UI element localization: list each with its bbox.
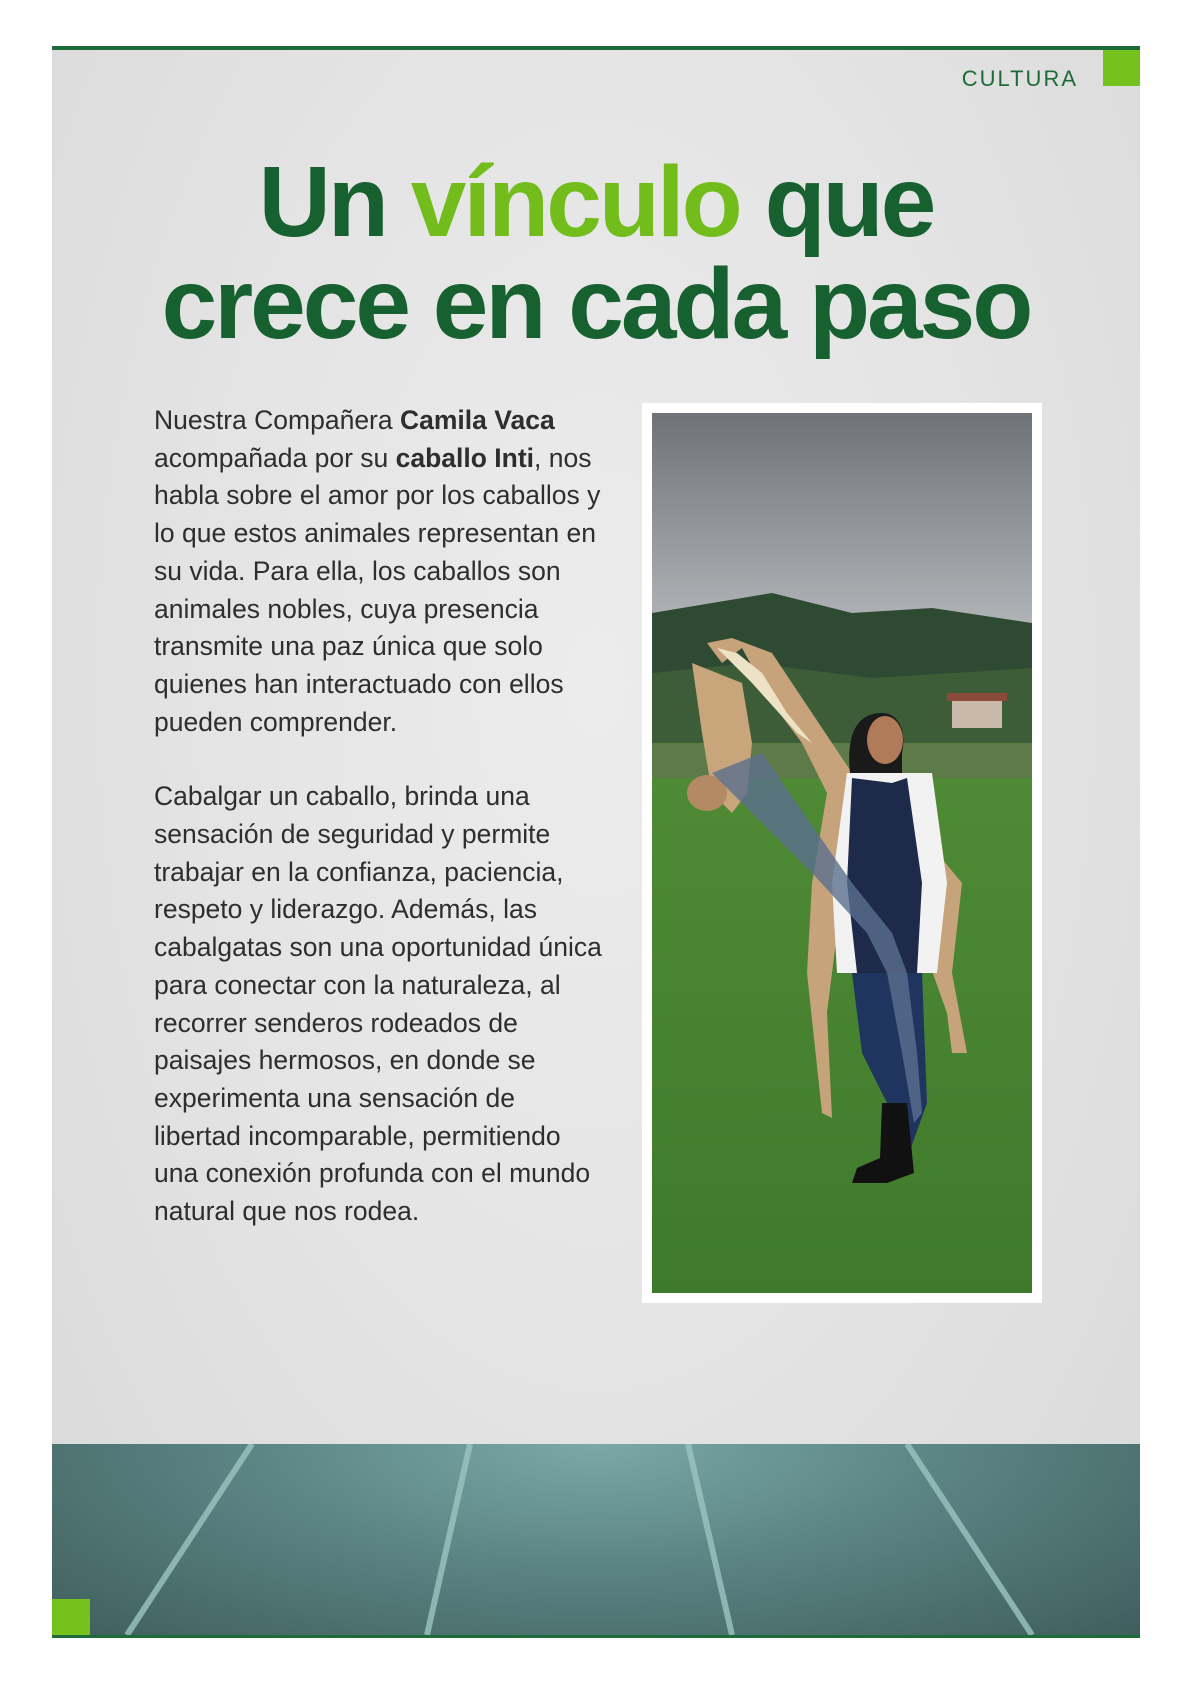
paragraph-2: Cabalgar un caballo, brinda una sensación de seguridad y permite trabajar en la confianza, paciencia, respeto y liderazgo. Además, las cabalgatas son una oportunidad única para conectar con la naturaleza, al recorrer senderos rodeados de paisajes hermosos, en donde se experimenta una sensación de libertad incomparable, permitiendo una conexión profunda con el mundo natural que nos rodea. — [154, 781, 602, 1227]
section-label: CULTURA — [961, 66, 1078, 91]
photo-frame — [642, 403, 1042, 1303]
p1-text-1: Nuestra Compañera — [154, 405, 400, 435]
corner-accent-top-right — [1103, 50, 1140, 86]
woman-with-horse-photo — [652, 413, 1032, 1293]
bottom-rule — [52, 1635, 1140, 1638]
floor-lines — [52, 1444, 1140, 1635]
title-word-un: Un — [258, 146, 386, 258]
article-body — [154, 402, 604, 1268]
p1-bold-name: Camila Vaca — [399, 405, 555, 435]
magazine-page — [52, 46, 1140, 1638]
floor-decoration — [52, 1444, 1140, 1635]
p1-text-2: acompañada por su — [154, 442, 396, 473]
p1-bold-horse: caballo Inti — [395, 442, 535, 473]
title-word-que: que — [764, 146, 934, 258]
top-rule — [52, 46, 1140, 50]
title-accent-word: vínculo — [410, 146, 740, 258]
article-title — [52, 146, 1140, 360]
title-line-2: crece en cada paso — [161, 248, 1031, 360]
p1-text-3: , nos habla sobre el amor por los caballos y lo que estos animales representan en su vida. Para ella, los caballos son animales nobles, cuya presencia transmite una paz única que solo quienes han interactuado con ellos pueden comprender. — [154, 442, 601, 737]
corner-accent-bottom-left — [52, 1599, 90, 1635]
paragraph-1 — [154, 402, 604, 741]
